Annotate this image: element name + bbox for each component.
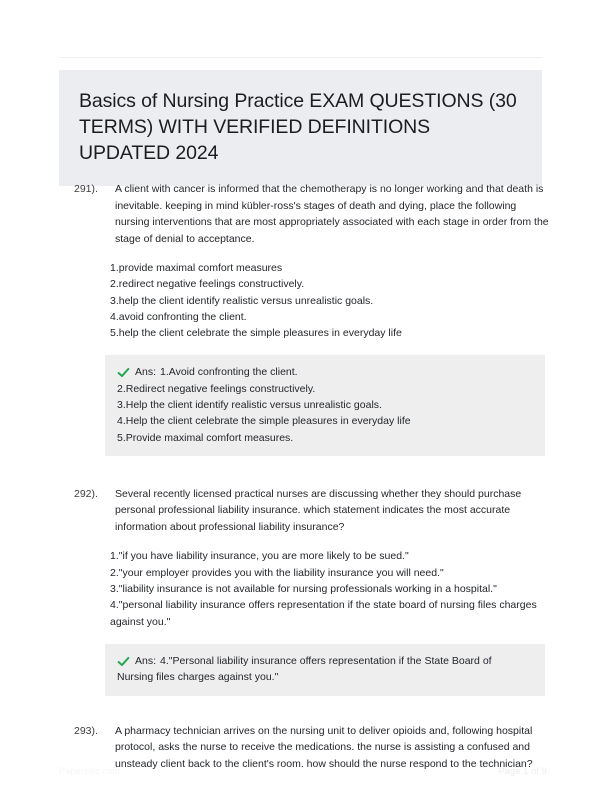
document-title-banner	[59, 70, 542, 186]
answer-box	[105, 355, 545, 455]
list-item: 4."personal liability insurance offers representation if the state board of nursing files charges against you."	[110, 599, 537, 628]
answer-label: Ans:	[135, 654, 157, 667]
question-number: 292).	[74, 487, 98, 500]
answer-text: 5.Provide maximal comfort measures.	[117, 431, 294, 444]
page-title: Basics of Nursing Practice EXAM QUESTIONS (30 TERMS) WITH VERIFIED DEFINITIONS UPDATED 2024	[79, 90, 517, 164]
question-block	[0, 181, 606, 456]
page-number: Page 1 of 9	[498, 766, 547, 776]
list-item: 1.provide maximal comfort measures	[110, 262, 283, 274]
question-text: A client with cancer is informed that the chemotherapy is no longer working and that death is inevitable. keeping in mind kübler-ross's stages of death and dying, place the following nursing interventions that are most appropriately associated with each stage in order from the stage of denial to acceptance.	[115, 183, 549, 245]
header-divider	[59, 57, 542, 58]
answer-text: 2.Redirect negative feelings constructively.	[117, 382, 316, 395]
page-footer	[0, 754, 606, 800]
question-options	[0, 548, 606, 629]
question-row	[0, 181, 606, 247]
list-item: 3.help the client identify realistic versus unrealistic goals.	[110, 294, 374, 307]
list-item: 1."if you have liability insurance, you are more likely to be sued."	[110, 550, 409, 563]
answer-first-line	[117, 653, 531, 669]
questions-container	[0, 181, 606, 772]
answer-box	[105, 644, 545, 696]
answer-text: 4.Help the client celebrate the simple pleasures in everyday life	[117, 415, 411, 428]
answer-first-line	[117, 364, 531, 380]
answer-text: 3.Help the client identify realistic versus unrealistic goals.	[117, 399, 382, 412]
answer-text: 1.Avoid confronting the client.	[160, 366, 298, 379]
question-options	[0, 260, 606, 341]
list-item: 5.help the client celebrate the simple pleasures in everyday life	[110, 327, 402, 340]
check-icon	[117, 655, 130, 668]
list-item: 2."your employer provides you with the liability insurance you will need."	[110, 566, 444, 579]
spacer	[0, 696, 606, 723]
answer-text: Nursing files charges against you."	[117, 671, 279, 684]
question-number: 291).	[74, 183, 98, 195]
question-block	[0, 486, 606, 696]
question-row	[0, 486, 606, 536]
list-item: 4.avoid confronting the client.	[110, 310, 247, 323]
list-item: 3."liability insurance is not available for nursing professionals working in a hospital."	[110, 583, 497, 596]
question-text: A pharmacy technician arrives on the nursing unit to deliver opioids and, following hospital protocol, asks the nurse to receive the medications. the nurse is assisting a confused and unsteady client back to the client's room. how should the nurse respond to the technician?	[115, 724, 533, 770]
question-text: Several recently licensed practical nurses are discussing whether they should purchase personal professional liability insurance. which statement indicates the most accurate information about professional liability insurance?	[115, 487, 522, 533]
spacer	[0, 456, 606, 486]
question-number: 293).	[74, 724, 98, 737]
watermark: PaperStic.com	[59, 766, 121, 776]
answer-label: Ans:	[135, 366, 157, 379]
list-item: 2.redirect negative feelings constructively.	[110, 278, 305, 291]
check-icon	[117, 366, 130, 379]
answer-text: 4."Personal liability insurance offers representation if the State Board of	[160, 654, 492, 667]
